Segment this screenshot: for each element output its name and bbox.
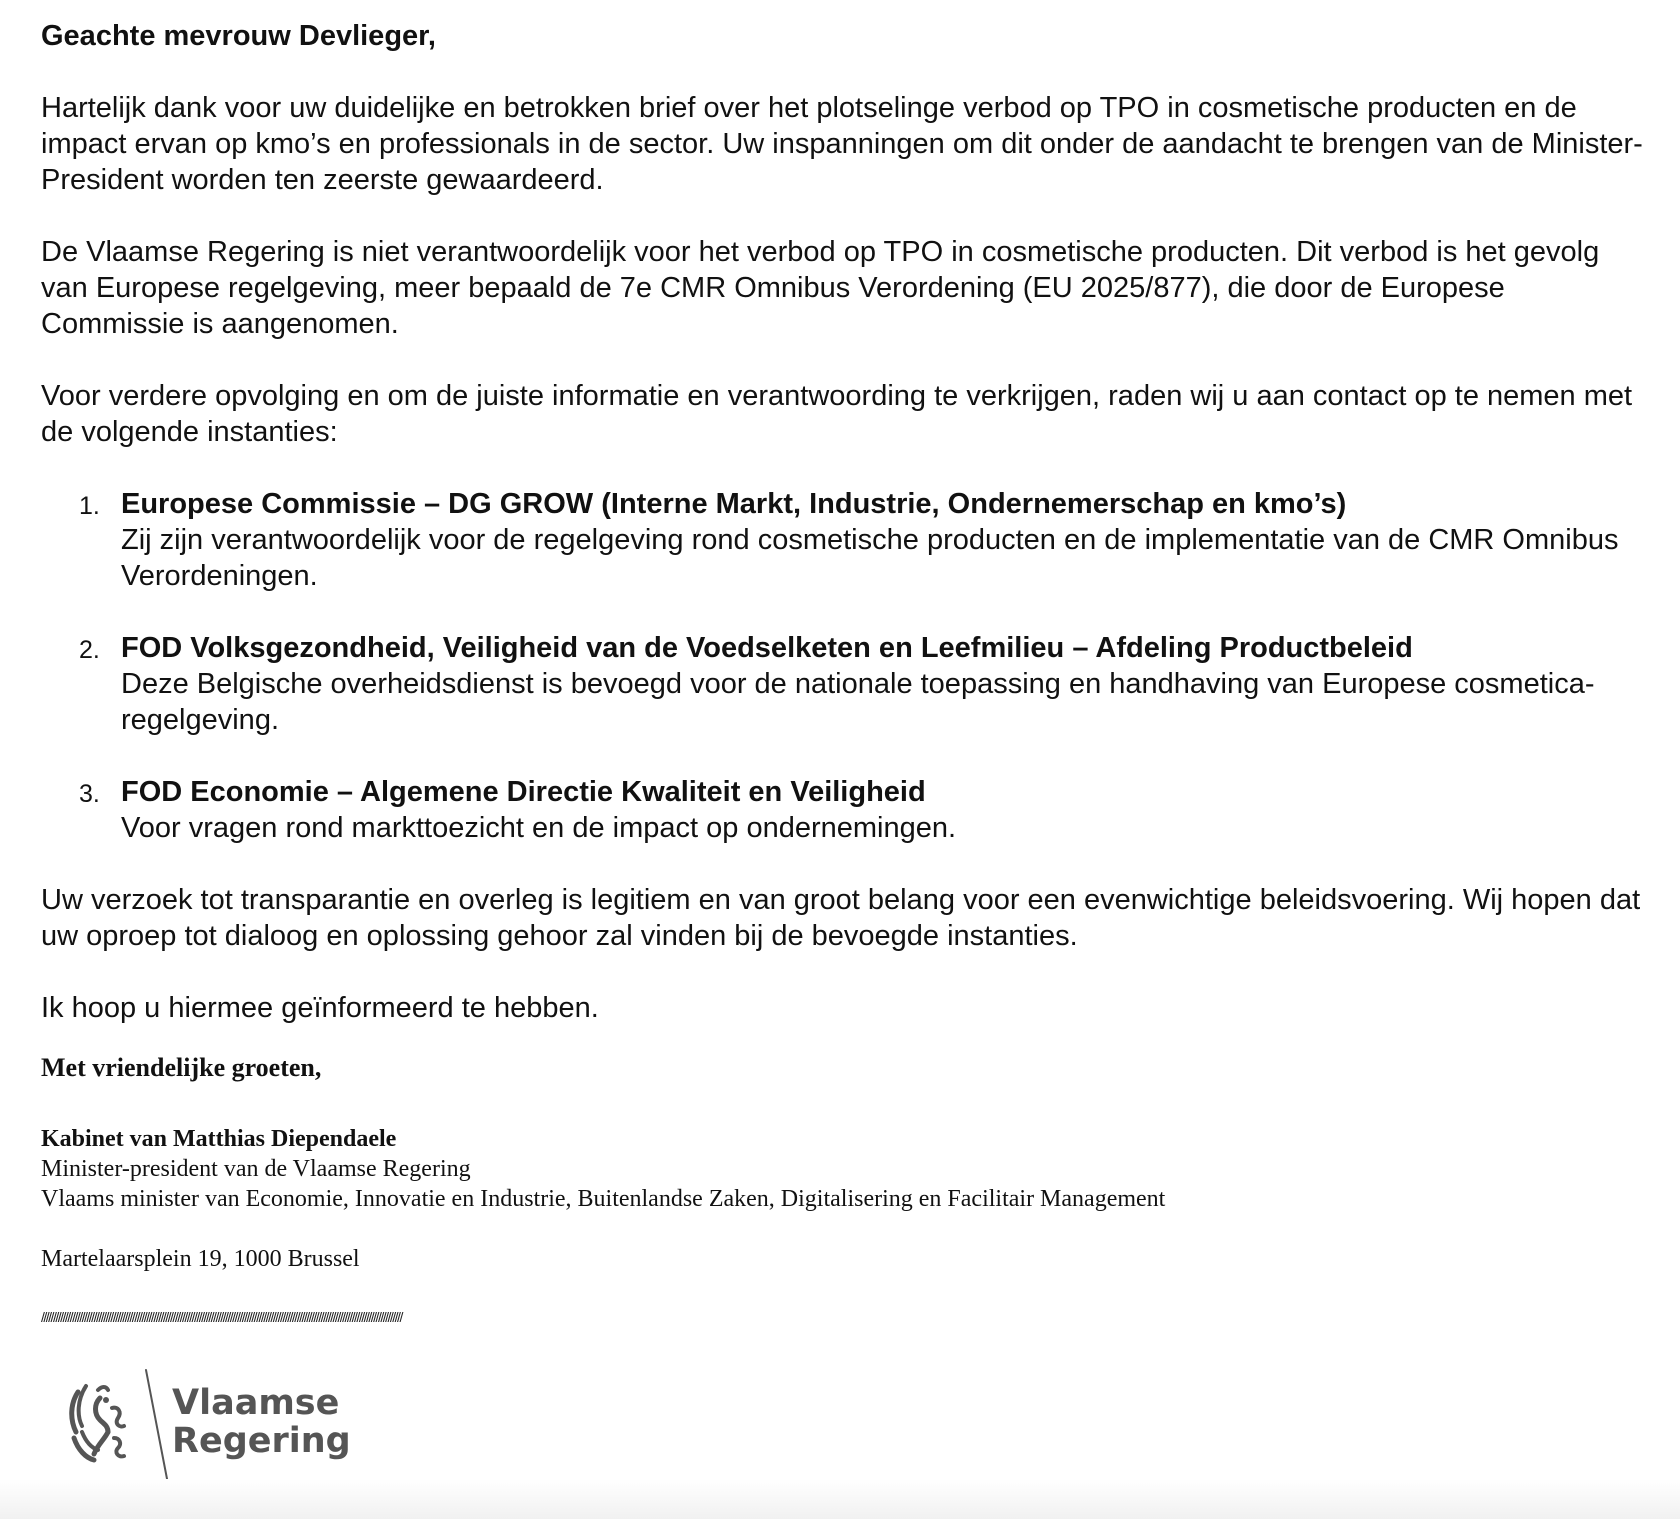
signature-title-2: Vlaams minister van Economie, Innovatie en Industrie, Buitenlandse Zaken, Digitalisering en Facilitair Management (41, 1186, 1166, 1212)
list-number: 1. (79, 492, 100, 520)
bottom-shadow (0, 1479, 1680, 1519)
list-item (41, 774, 1651, 846)
paragraph-thanks: Hartelijk dank voor uw duidelijke en betrokken brief over het plotselinge verbod op TPO in cosmetische producten en de impact ervan op kmo’s en professionals in de sector. Uw inspanningen om dit onder de aandacht te brengen van de Minister-President worden ten zeerste gewaardeerd. (41, 92, 1643, 196)
paragraph-final: Ik hoop u hiermee geïnformeerd te hebben. (41, 992, 599, 1024)
logo-wordmark (172, 1384, 351, 1460)
institution-description: Voor vragen rond markttoezicht en de impact op ondernemingen. (121, 812, 957, 844)
institution-description: Zij zijn verantwoordelijk voor de regelgeving rond cosmetische producten en de implementatie van de CMR Omnibus Verordeningen. (121, 524, 1619, 592)
paragraph-responsibility: De Vlaamse Regering is niet verantwoordelijk voor het verbod op TPO in cosmetische producten. Dit verbod is het gevolg van Europese regelgeving, meer bepaald de 7e CMR Omnibus Verordening (EU 2025/877), die door de Europese Commissie is aangenomen. (41, 236, 1600, 340)
institutions-list (41, 486, 1651, 846)
list-number: 2. (79, 636, 100, 664)
institution-name: FOD Economie – Algemene Directie Kwaliteit en Veiligheid (121, 776, 926, 808)
institution-name: FOD Volksgezondheid, Veiligheid van de Voedselketen en Leefmilieu – Afdeling Productbeleid (121, 632, 1413, 664)
letter-body (41, 18, 1651, 1326)
signature-block (41, 1124, 1651, 1214)
paragraph-referral: Voor verdere opvolging en om de juiste informatie en verantwoording te verkrijgen, raden wij u aan contact op te nemen met de volgende instanties: (41, 380, 1633, 448)
institution-name: Europese Commissie – DG GROW (Interne Markt, Industrie, Ondernemerschap en kmo’s) (121, 488, 1347, 520)
signature-title-1: Minister-president van de Vlaamse Regering (41, 1156, 471, 1182)
logo-line-1: Vlaamse (172, 1383, 340, 1423)
greeting: Geachte mevrouw Devlieger, (41, 20, 436, 52)
vlaamse-regering-logo (64, 1368, 354, 1486)
list-number: 3. (79, 780, 100, 808)
flemish-lion-icon (64, 1368, 174, 1486)
paragraph-transparency: Uw verzoek tot transparantie en overleg is legitiem en van groot belang voor een evenwichtige beleidsvoering. Wij hopen dat uw oproep tot dialoog en oplossing gehoor zal vinden bij de bevoegde instanties. (41, 884, 1641, 952)
address: Martelaarsplein 19, 1000 Brussel (41, 1246, 360, 1272)
list-item (41, 630, 1651, 738)
logo-line-2: Regering (172, 1421, 351, 1461)
signature-name: Kabinet van Matthias Diependaele (41, 1126, 397, 1152)
list-item (41, 486, 1651, 594)
institution-description: Deze Belgische overheidsdienst is bevoegd voor de nationale toepassing en handhaving van Europese cosmetica-regelgeving. (121, 668, 1595, 736)
closing: Met vriendelijke groeten, (41, 1053, 322, 1082)
separator-line: /////////////////////////////////////////////////////////////////////////////////////////////////////////////////////////////////////////////////////// (41, 1309, 402, 1325)
